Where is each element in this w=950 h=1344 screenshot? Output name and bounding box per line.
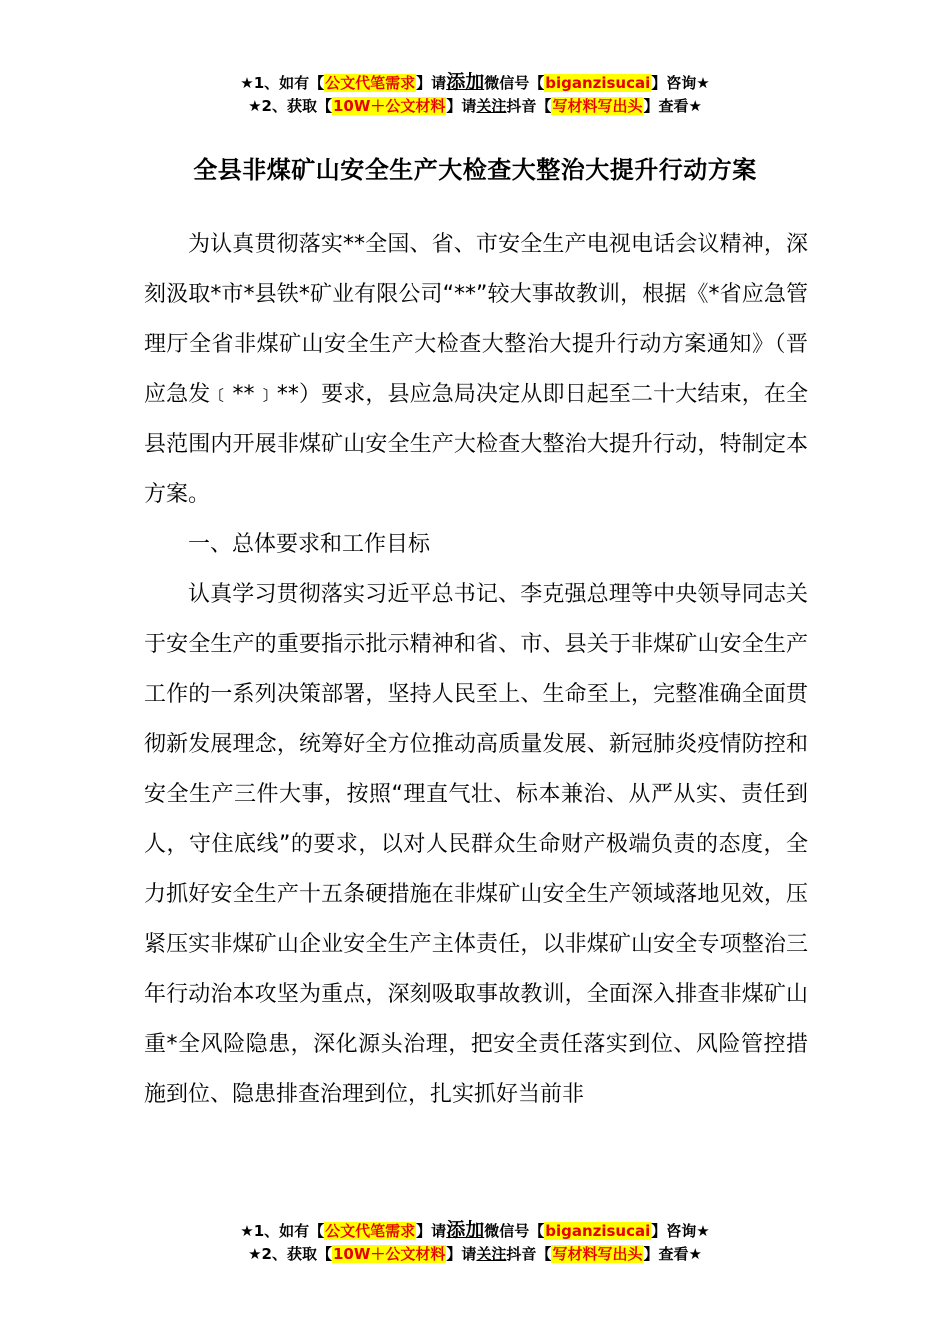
promo-line-1: [0, 1218, 950, 1242]
promo-line-2: [0, 94, 950, 118]
promo-highlight: 公文代笔需求: [325, 74, 416, 92]
section-heading: 一、总体要求和工作目标: [188, 532, 431, 557]
promo-text: ★1、如有【: [240, 1222, 325, 1240]
promo-text: 】请: [446, 1245, 477, 1263]
promo-banner-top: [0, 70, 950, 118]
promo-text: 】请: [416, 74, 447, 92]
promo-text: 】请: [416, 1222, 447, 1240]
paragraph-intro: 为认真贯彻落实**全国、省、市安全生产电视电话会议精神，深刻汲取*市*县铁*矿业有限公司“**”较大事故教训，根据《*省应急管理厅全省非煤矿山安全生产大检查大整治大提升行动方案通知》（晋应急发﹝**﹞**）要求，县应急局决定从即日起至二十大结束，在全县范围内开展非煤矿山安全生产大检查大整治大提升行动，特制定本方案。: [144, 232, 808, 507]
promo-text: 抖音【: [506, 1245, 552, 1263]
promo-highlight: 10W＋公文材料: [332, 1245, 446, 1263]
promo-text: ★2、获取【: [248, 97, 332, 115]
promo-text: 】查看★: [643, 97, 702, 115]
paragraph-requirements: 认真学习贯彻落实习近平总书记、李克强总理等中央领导同志关于安全生产的重要指示批示精神和省、市、县关于非煤矿山安全生产工作的一系列决策部署，坚持人民至上、生命至上，完整准确全面贯彻新发展理念，统筹好全方位推动高质量发展、新冠肺炎疫情防控和安全生产三件大事，按照“理直气壮、标本兼治、从严从实、责任到人，守住底线”的要求，以对人民群众生命财产极端负责的态度，全力抓好安全生产十五条硬措施在非煤矿山安全生产领域落地见效，压紧压实非煤矿山企业安全生产主体责任，以非煤矿山安全专项整治三年行动治本攻坚为重点，深刻吸取事故教训，全面深入排查非煤矿山重*全风险隐患，深化源头治理，把安全责任落实到位、风险管控措施到位、隐患排查治理到位，扎实抓好当前非: [144, 582, 808, 1107]
document-body: [144, 220, 808, 1120]
promo-text: 抖音【: [506, 97, 552, 115]
promo-text: 】查看★: [643, 1245, 702, 1263]
promo-wechat-id: biganzisucai: [545, 74, 651, 92]
promo-text: 微信号【: [484, 74, 545, 92]
promo-banner-bottom: [0, 1218, 950, 1266]
promo-emphasis: 关注: [476, 97, 507, 115]
promo-text: 】咨询★: [651, 1222, 710, 1240]
promo-text: ★2、获取【: [248, 1245, 332, 1263]
promo-text: ★1、如有【: [240, 74, 325, 92]
promo-highlight: 公文代笔需求: [325, 1222, 416, 1240]
promo-wechat-id: biganzisucai: [545, 1222, 651, 1240]
promo-text: 】请: [446, 97, 477, 115]
promo-douyin-id: 写材料写出头: [552, 97, 643, 115]
promo-emphasis: 添加: [446, 71, 485, 93]
promo-text: 】咨询★: [651, 74, 710, 92]
document-title: 全县非煤矿山安全生产大检查大整治大提升行动方案: [193, 156, 757, 184]
promo-emphasis: 添加: [446, 1219, 485, 1241]
promo-line-1: [0, 70, 950, 94]
promo-highlight: 10W＋公文材料: [332, 97, 446, 115]
promo-emphasis: 关注: [476, 1245, 507, 1263]
promo-text: 微信号【: [484, 1222, 545, 1240]
promo-line-2: [0, 1242, 950, 1266]
promo-douyin-id: 写材料写出头: [552, 1245, 643, 1263]
